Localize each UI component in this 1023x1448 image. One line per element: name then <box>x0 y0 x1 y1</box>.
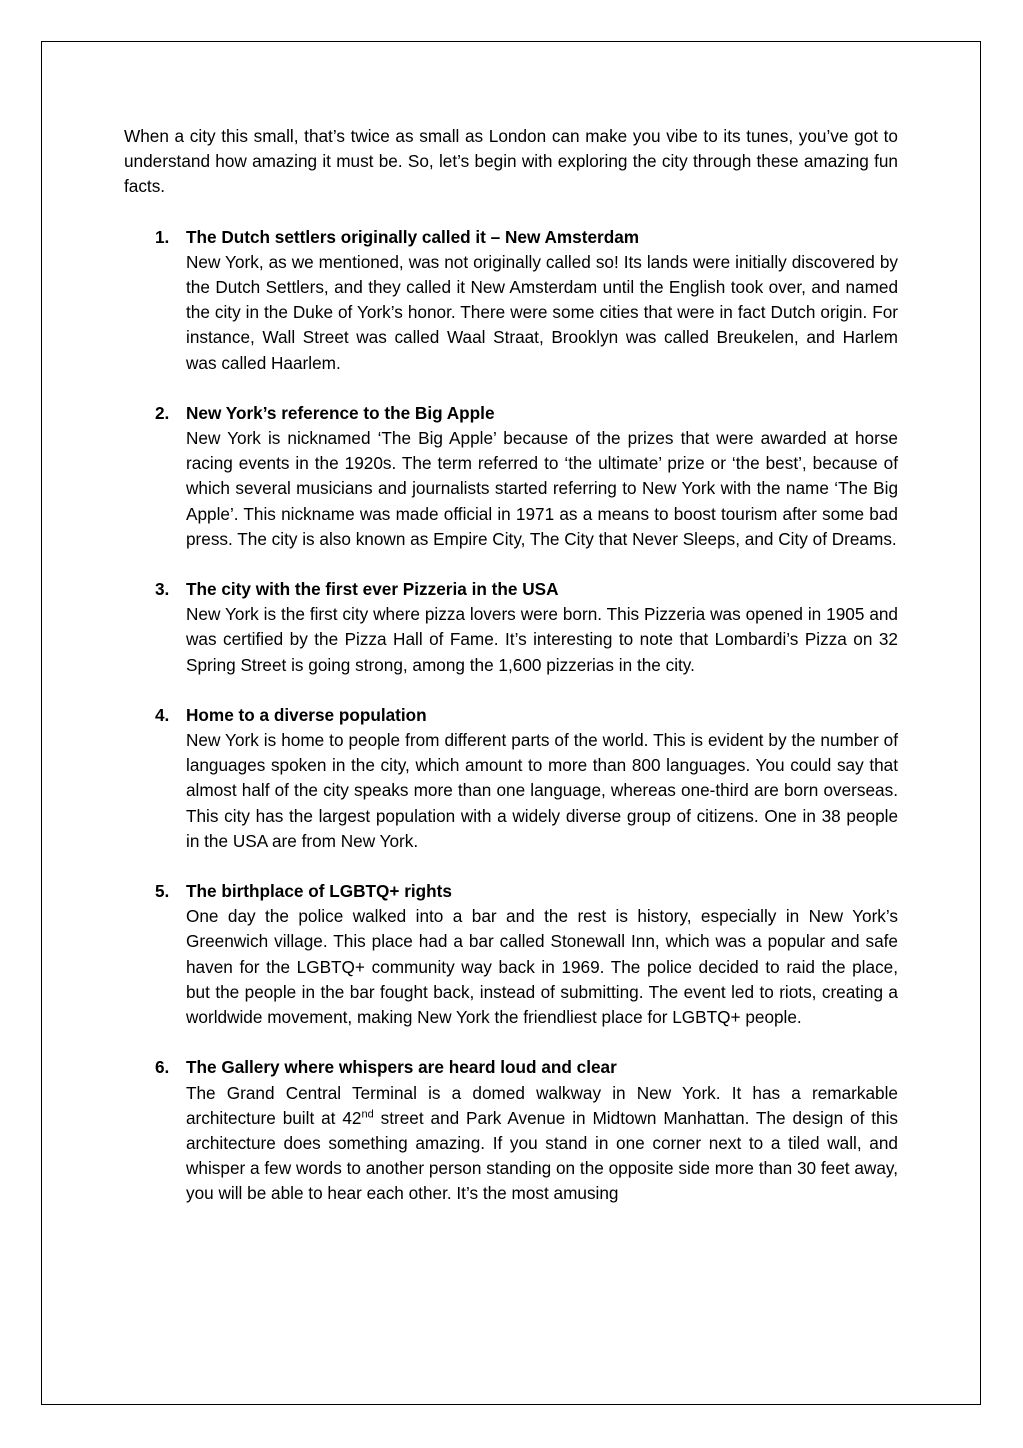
fact-heading: Home to a diverse population <box>186 704 427 725</box>
fact-number: 3. <box>155 579 170 600</box>
fact-number: 1. <box>155 226 170 247</box>
fact-body: New York is nicknamed ‘The Big Apple’ because of the prizes that were awarded at horse racing events in the 1920s. The term referred to ‘the ultimate’ prize or ‘the best’, because of which several musicians and journalists started referring to New York with the name ‘The Big Apple’. This nickname was made official in 1971 as a means to boost tourism after some bad press. The city is also known as Empire City, The City that Never Sleeps, and City of Dreams. <box>186 428 898 549</box>
fact-body-text: The Grand Central Terminal is a domed walkway in New York. It has a remarkable architecture built at 42 <box>186 1082 898 1128</box>
fact-item <box>124 703 898 854</box>
fact-body-text: street and Park Avenue in Midtown Manhattan. The design of this architecture does something amazing. If you stand in one corner next to a tiled wall, and whisper a few words to another person standing on the opposite side more than 30 feet away, you will be able to hear each other. It’s the most amusing <box>186 1107 898 1204</box>
ordinal-suffix: nd <box>361 1107 374 1120</box>
fact-item <box>124 401 898 552</box>
fact-item <box>124 1055 898 1206</box>
fun-facts-list <box>124 225 898 1207</box>
fact-number: 5. <box>155 881 170 902</box>
document-content <box>124 124 898 1232</box>
fact-heading: The Dutch settlers originally called it – New Amsterdam <box>186 226 640 247</box>
fact-number: 4. <box>155 704 170 725</box>
fact-item <box>124 225 898 376</box>
fact-heading: New York’s reference to the Big Apple <box>186 402 495 423</box>
fact-heading: The birthplace of LGBTQ+ rights <box>186 881 452 902</box>
fact-body: New York is the first city where pizza lovers were born. This Pizzeria was opened in 1905 and was certified by the Pizza Hall of Fame. It’s interesting to note that Lombardi’s Pizza on 32 Spring Street is going strong, among the 1,600 pizzerias in the city. <box>186 604 898 675</box>
fact-body <box>186 1081 898 1207</box>
fact-body: New York, as we mentioned, was not originally called so! Its lands were initially discovered by the Dutch Settlers, and they called it New Amsterdam until the English took over, and named the city in the Duke of York’s honor. There were some cities that were in fact Dutch origin. For instance, Wall Street was called Waal Straat, Brooklyn was called Breukelen, and Harlem was called Haarlem. <box>186 251 898 373</box>
fact-body: New York is home to people from different parts of the world. This is evident by the number of languages spoken in the city, which amount to more than 800 languages. You could say that almost half of the city speaks more than one language, whereas one-third are born overseas. This city has the largest population with a widely diverse group of citizens. One in 38 people in the USA are from New York. <box>186 730 898 851</box>
fact-body: One day the police walked into a bar and the rest is history, especially in New York’s Greenwich village. This place had a bar called Stonewall Inn, which was a popular and safe haven for the LGBTQ+ community way back in 1969. The police decided to raid the place, but the people in the bar fought back, instead of submitting. The event led to riots, creating a worldwide movement, making New York the friendliest place for LGBTQ+ people. <box>186 906 898 1028</box>
fact-heading: The Gallery where whispers are heard loud and clear <box>186 1057 617 1078</box>
intro-paragraph: When a city this small, that’s twice as small as London can make you vibe to its tunes, you’ve got to understand how amazing it must be. So, let’s begin with exploring the city through these amazing fun facts. <box>124 126 898 197</box>
fact-number: 6. <box>155 1057 170 1078</box>
fact-heading: The city with the first ever Pizzeria in the USA <box>186 579 559 600</box>
fact-number: 2. <box>155 402 170 423</box>
fact-item <box>124 577 898 678</box>
fact-item <box>124 879 898 1030</box>
